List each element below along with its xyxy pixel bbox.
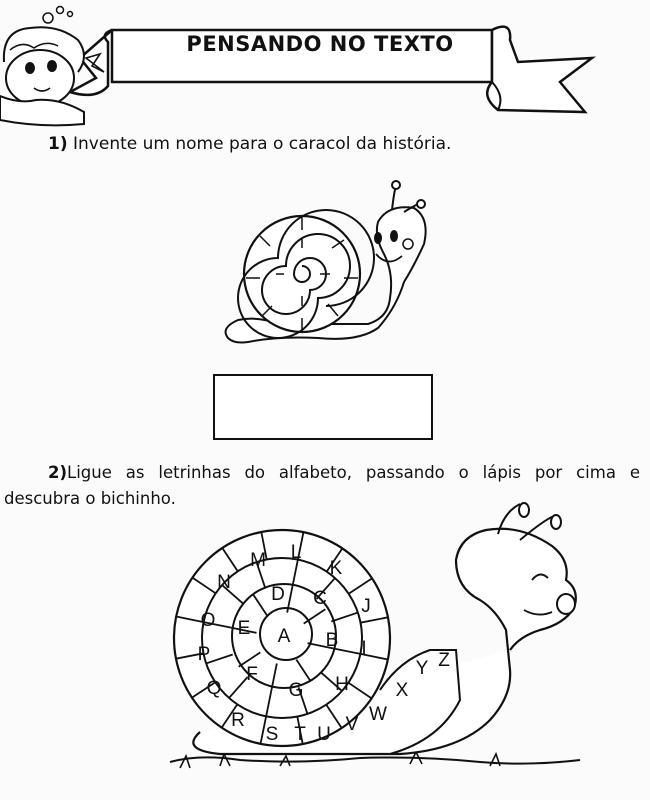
- snail-letter-d: D: [271, 584, 285, 605]
- snail-letter-x: X: [395, 680, 409, 701]
- snail-letter-a: A: [277, 626, 291, 647]
- snail-illustration: [218, 178, 438, 358]
- snail-letter-q: Q: [206, 678, 222, 699]
- snail-letter-r: R: [231, 710, 245, 731]
- snail-letter-n: N: [217, 572, 231, 593]
- snail-letter-f: F: [246, 664, 258, 685]
- snail-letter-b: B: [325, 630, 339, 651]
- snail-letter-p: P: [197, 644, 211, 665]
- snail-letter-u: U: [317, 724, 331, 745]
- header-banner: [0, 0, 650, 130]
- snail-letter-i: I: [361, 638, 367, 659]
- question-2-line-1: [4, 460, 640, 486]
- snail-letter-k: K: [329, 558, 343, 579]
- snail-letter-g: G: [288, 680, 304, 701]
- page-title: PENSANDO NO TEXTO: [186, 32, 454, 56]
- question-2-number: 2): [48, 463, 68, 482]
- snail-letter-v: V: [345, 714, 359, 735]
- snail-letter-o: O: [200, 610, 216, 631]
- snail-letter-m: M: [250, 550, 266, 571]
- question-2-text-line-1: Ligue as letrinhas do alfabeto, passando o lápis por cima e: [67, 463, 640, 482]
- snail-name-answer-box[interactable]: [213, 374, 433, 440]
- snail-letter-s: S: [265, 724, 279, 745]
- alphabet-snail-activity: [160, 500, 590, 790]
- question-1: [48, 134, 451, 154]
- snail-letter-t: T: [294, 724, 306, 745]
- snail-letter-j: J: [361, 596, 371, 617]
- snail-letter-l: L: [290, 542, 302, 563]
- snail-letter-e: E: [237, 618, 251, 639]
- question-1-number: 1): [48, 134, 68, 154]
- snail-letter-c: C: [313, 588, 327, 609]
- snail-letter-y: Y: [415, 658, 429, 679]
- snail-letter-w: W: [369, 704, 387, 725]
- question-1-text: Invente um nome para o caracol da história.: [73, 134, 452, 154]
- snail-letter-h: H: [335, 674, 349, 695]
- snail-letter-z: Z: [438, 650, 450, 671]
- question-2-text-line-2: descubra o bichinho.: [4, 489, 176, 508]
